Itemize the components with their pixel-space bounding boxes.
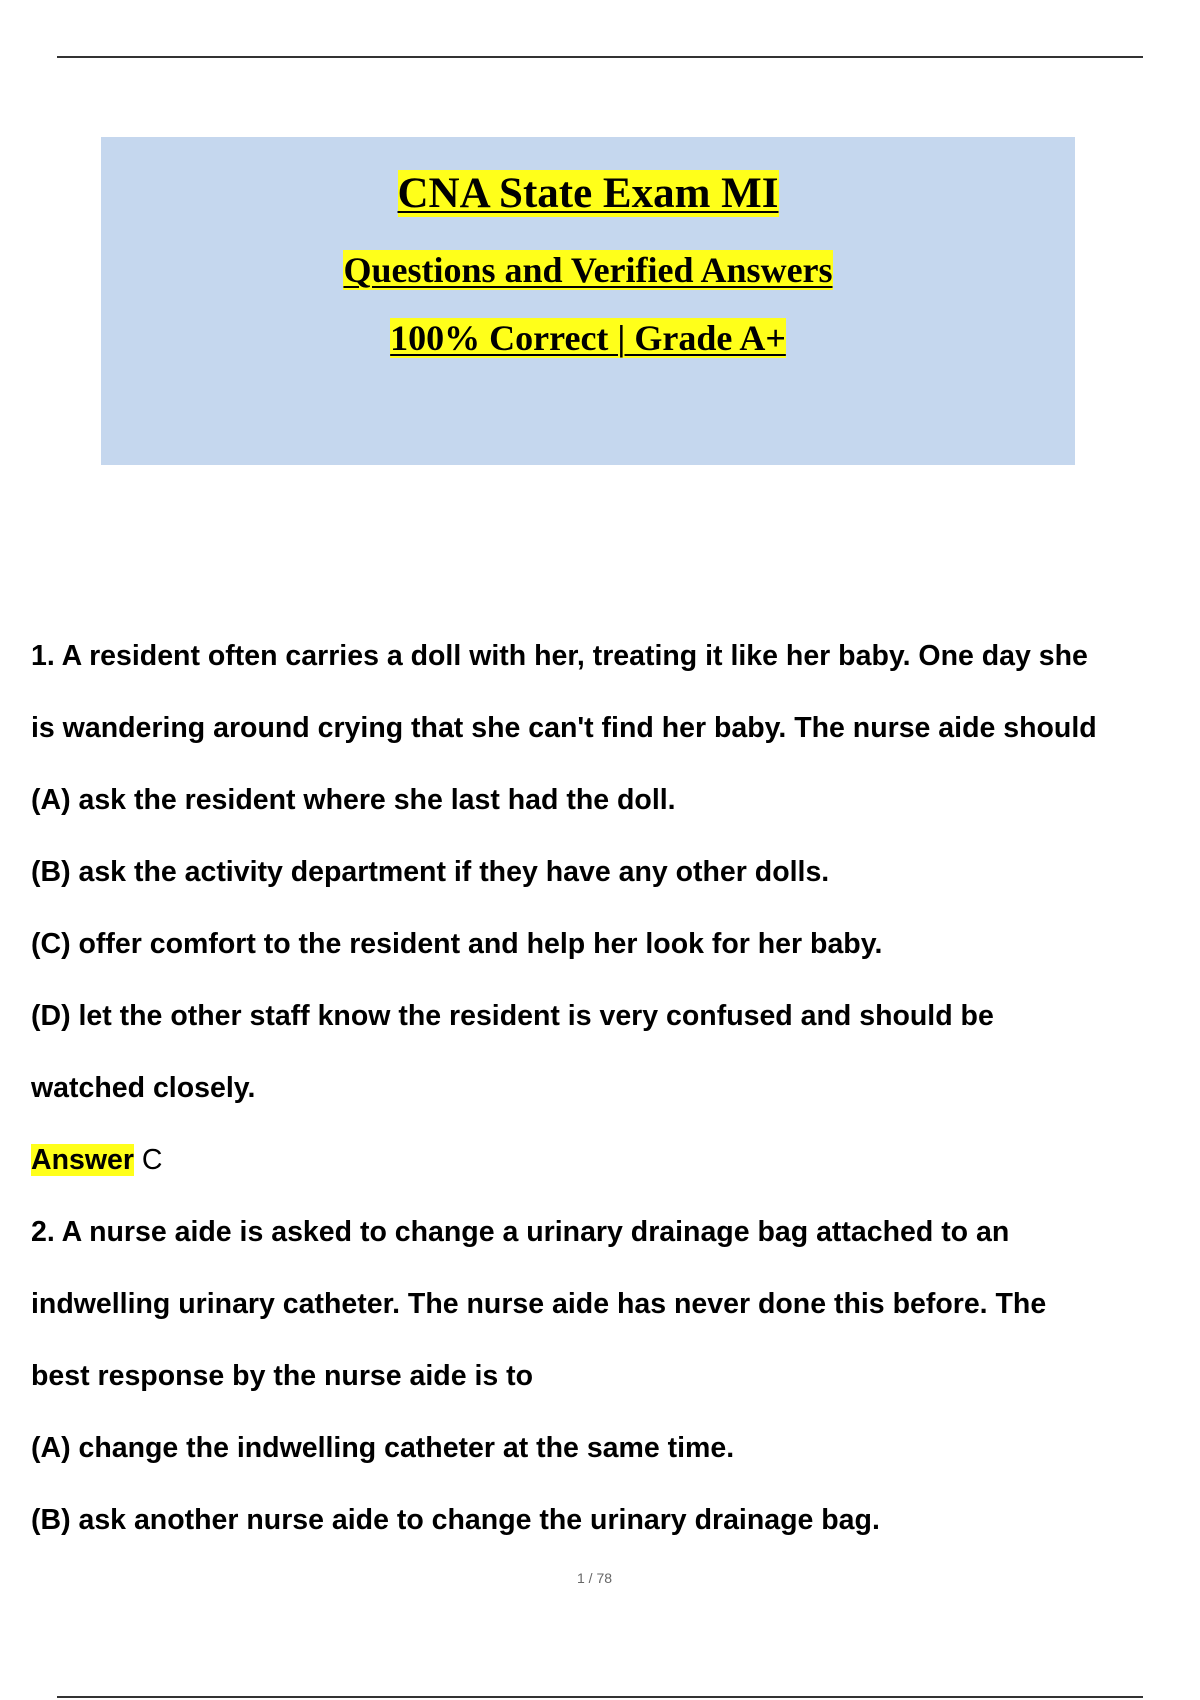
answer-label: Answer <box>31 1144 134 1176</box>
option-a: (A) ask the resident where she last had the doll. <box>31 784 676 816</box>
answer-value: C <box>141 1144 163 1176</box>
document-grade: 100% Correct | Grade A+ <box>390 318 786 358</box>
question-1 <box>31 620 1171 1196</box>
title-box <box>101 137 1075 465</box>
option-d: (D) let the other staff know the resident is very confused and should be <box>31 1000 994 1032</box>
document-title: CNA State Exam MI <box>397 170 779 217</box>
page-number: 1 / 78 <box>576 1570 613 1586</box>
question-text-line: indwelling urinary catheter. The nurse aide has never done this before. The <box>31 1288 1047 1320</box>
question-text-line: best response by the nurse aide is to <box>31 1360 534 1392</box>
question-text-line: 1. A resident often carries a doll with her, treating it like her baby. One day she <box>31 640 1088 672</box>
question-text-line: is wandering around crying that she can't find her baby. The nurse aide should <box>31 712 1097 744</box>
answer-line <box>31 1124 1171 1196</box>
option-b: (B) ask another nurse aide to change the urinary drainage bag. <box>31 1504 880 1536</box>
option-b: (B) ask the activity department if they have any other dolls. <box>31 856 830 888</box>
bottom-rule <box>57 1696 1143 1698</box>
option-c: (C) offer comfort to the resident and help her look for her baby. <box>31 928 883 960</box>
question-text-line: 2. A nurse aide is asked to change a urinary drainage bag attached to an <box>31 1216 1010 1248</box>
question-list <box>31 620 1171 1556</box>
top-rule <box>57 56 1143 58</box>
document-subtitle: Questions and Verified Answers <box>343 250 833 290</box>
option-a: (A) change the indwelling catheter at the same time. <box>31 1432 735 1464</box>
question-2 <box>31 1196 1171 1556</box>
option-d-continued: watched closely. <box>31 1072 256 1104</box>
